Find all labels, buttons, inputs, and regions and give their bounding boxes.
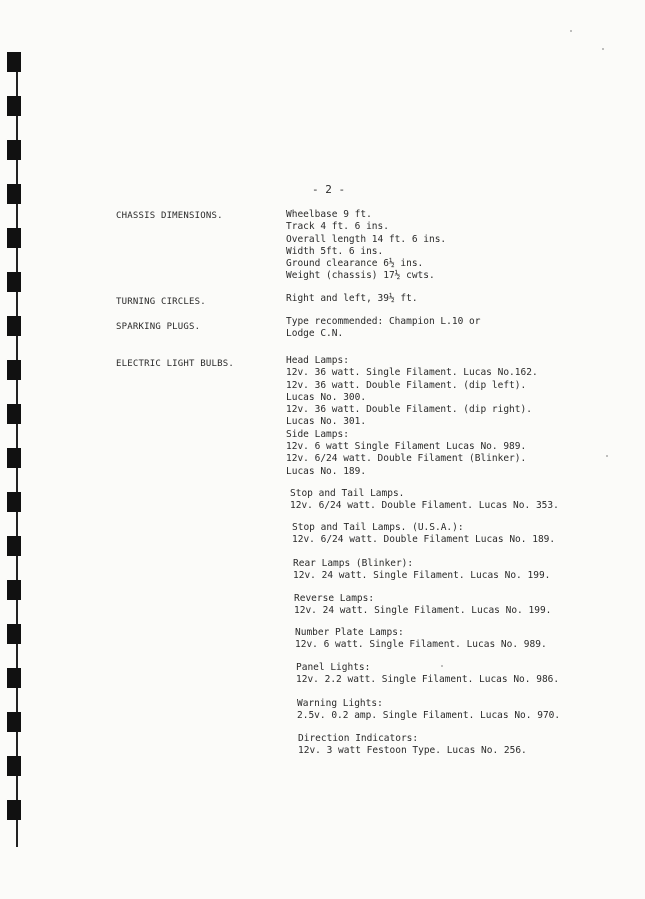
stop-tail-lamps-usa [292,522,555,547]
spec-line: Stop and Tail Lamps. (U.S.A.): [292,522,464,533]
reverse-lamps [294,593,551,618]
direction-indicators [298,733,527,758]
spec-line: Stop and Tail Lamps. [290,488,405,499]
warning-lights [297,698,560,723]
spec-line: Lucas No. 300. [286,391,367,403]
spec-line: Width 5ft. 6 ins. [286,245,384,257]
spec-line: Weight (chassis) 17½ cwts. [286,270,435,282]
binding-mark [7,668,21,688]
number-plate-lamps [295,627,547,652]
spec-line: 2.5v. 0.2 amp. Single Filament. Lucas No. 970. [297,710,561,722]
stop-tail-lamps [290,488,559,513]
label-electric-light-bulbs: ELECTRIC LIGHT BULBS. [116,359,234,369]
spec-line: Reverse Lamps: [294,593,375,604]
rear-lamps [293,558,550,583]
spec-line: 12v. 36 watt. Single Filament. Lucas No.162. [286,367,538,379]
spec-line: Overall length 14 ft. 6 ins. [286,233,447,245]
panel-lights [296,662,559,687]
label-turning-circles: TURNING CIRCLES. [116,297,206,307]
turning-circles-values [286,293,418,305]
binding-mark [7,228,21,248]
spec-line: Head Lamps: [286,355,349,366]
paper-speck [606,455,608,457]
spec-line: Rear Lamps (Blinker): [293,558,414,569]
binding-mark [7,712,21,732]
spec-line: Side Lamps: [286,428,349,440]
spec-line: Wheelbase 9 ft. [286,209,372,220]
page-number: - 2 - [312,183,346,196]
binding-mark [7,184,21,204]
spec-line: 12v. 36 watt. Double Filament. (dip left). [286,379,527,391]
spec-line: 12v. 6 watt Single Filament Lucas No. 989. [286,441,527,453]
binding-mark [7,52,21,72]
spec-line: 12v. 24 watt. Single Filament. Lucas No. 199. [293,570,551,582]
spec-line: Right and left, 39½ ft. [286,293,418,304]
binding-mark [7,272,21,292]
spec-line: Lucas No. 301. [286,416,367,428]
paper-speck [570,30,572,32]
binding-mark [7,492,21,512]
spec-line: Ground clearance 6½ ins. [286,258,424,270]
binding-mark [7,536,21,556]
binding-edge [7,52,25,847]
spec-line: Number Plate Lamps: [295,627,404,638]
binding-mark [7,580,21,600]
binding-mark [7,756,21,776]
label-sparking-plugs: SPARKING PLUGS. [116,322,201,332]
spec-line: Lucas No. 189. [286,465,367,477]
spec-line: 12v. 24 watt. Single Filament. Lucas No. 199. [294,605,552,617]
paper-speck [602,48,604,50]
label-chassis-dimensions: CHASSIS DIMENSIONS. [116,211,223,221]
spec-line: 12v. 6/24 watt. Double Filament Lucas No. 189. [292,534,556,546]
sparking-plugs-values [286,316,480,341]
binding-mark [7,96,21,116]
spec-line: 12v. 6/24 watt. Double Filament. Lucas No. 353. [290,500,559,512]
binding-mark [7,316,21,336]
binding-mark [7,800,21,820]
binding-mark [7,448,21,468]
spec-line: 12v. 2.2 watt. Single Filament. Lucas No. 986. [296,674,560,686]
chassis-dimensions-values [286,209,446,283]
head-side-lamps [286,355,538,478]
spec-line: 12v. 3 watt Festoon Type. Lucas No. 256. [298,745,527,757]
spec-line: 12v. 6 watt. Single Filament. Lucas No. 989. [295,639,547,651]
binding-mark [7,360,21,380]
spec-line: Track 4 ft. 6 ins. [286,221,389,233]
spec-line: 12v. 36 watt. Double Filament. (dip right). [286,404,532,416]
binding-mark [7,140,21,160]
spec-line: Panel Lights: [296,662,371,673]
binding-mark [7,404,21,424]
spec-line: Direction Indicators: [298,733,419,744]
paper-speck [441,665,443,667]
spec-line: Lodge C.N. [286,328,344,340]
spec-line: Type recommended: Champion L.10 or [286,316,481,327]
binding-mark [7,624,21,644]
spec-line: Warning Lights: [297,698,383,709]
spec-line: 12v. 6/24 watt. Double Filament (Blinker). [286,453,527,465]
